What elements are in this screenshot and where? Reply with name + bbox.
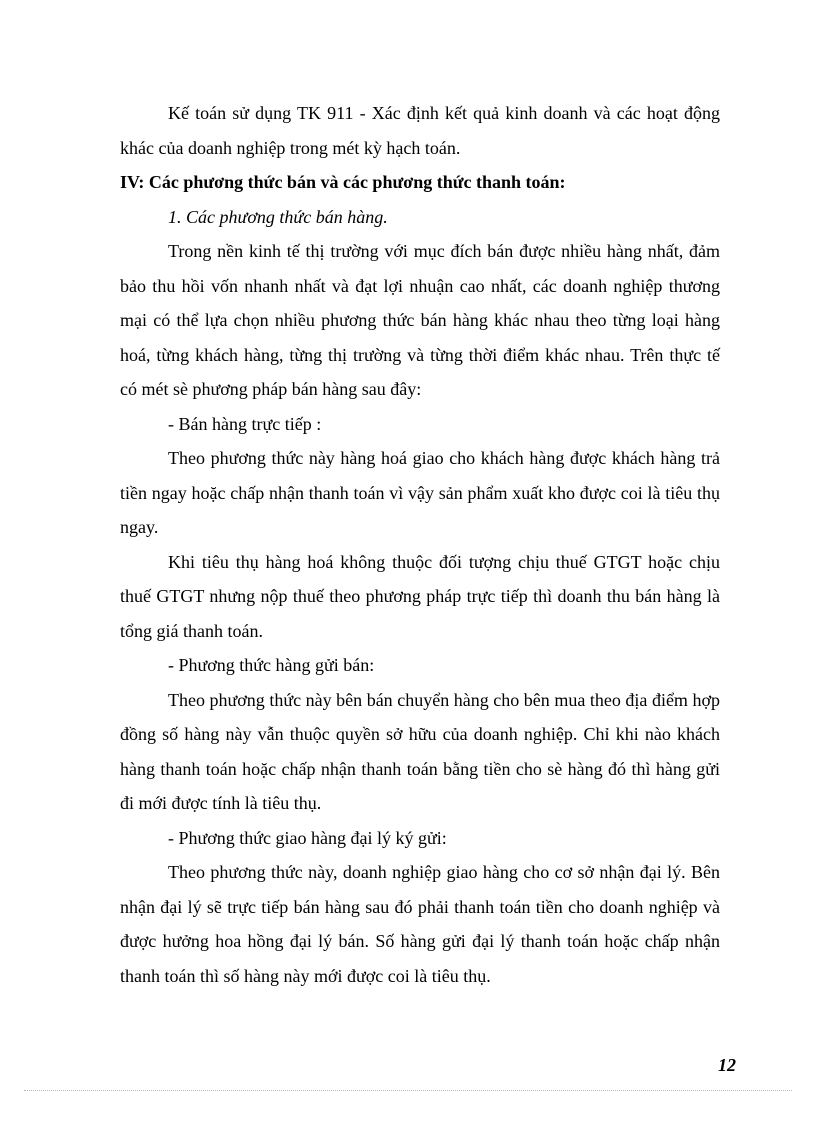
- footer-divider: [24, 1090, 792, 1091]
- subsection-heading-sales-methods: 1. Các phương thức bán hàng.: [168, 206, 388, 227]
- paragraph-market-economy: Trong nền kinh tế thị trường với mục đích bán được nhiều hàng nhất, đảm bảo thu hồi vốn nhanh nhất và đạt lợi nhuận cao nhất, các doanh nghiệp thương mại có thể lựa chọn nhiều phương thức bán hàng khác nhau theo từng loại hàng hoá, từng khách hàng, từng thị trường và từng thời điểm khác nhau. Trên thực tế có mét sè phương pháp bán hàng sau đây:: [120, 241, 720, 399]
- paragraph-agency: Theo phương thức này, doanh nghiệp giao hàng cho cơ sở nhận đại lý. Bên nhận đại lý sẽ trực tiếp bán hàng sau đó phải thanh toán tiền cho doanh nghiệp và được hưởng hoa hồng đại lý bán. Số hàng gửi đại lý thanh toán hoặc chấp nhận thanh toán thì số hàng này mới được coi là tiêu thụ.: [120, 862, 720, 986]
- list-item-agency: - Phương thức giao hàng đại lý ký gửi:: [168, 827, 447, 848]
- document-body: [120, 96, 720, 993]
- paragraph-vat: Khi tiêu thụ hàng hoá không thuộc đối tượng chịu thuế GTGT hoặc chịu thuế GTGT nhưng nộp thuế theo phương pháp trực tiếp thì doanh thu bán hàng là tổng giá thanh toán.: [120, 551, 720, 641]
- paragraph-account-911: Kế toán sử dụng TK 911 - Xác định kết quả kinh doanh và các hoạt động khác của doanh nghiệp trong mét kỳ hạch toán.: [120, 103, 720, 158]
- paragraph-consignment: Theo phương thức này bên bán chuyển hàng cho bên mua theo địa điểm hợp đồng số hàng này vẫn thuộc quyền sở hữu của doanh nghiệp. Chỉ khi nào khách hàng thanh toán hoặc chấp nhận thanh toán bằng tiền cho sè hàng đó thì hàng gửi đi mới được tính là tiêu thụ.: [120, 689, 720, 813]
- paragraph-direct-sales: Theo phương thức này hàng hoá giao cho khách hàng được khách hàng trả tiền ngay hoặc chấp nhận thanh toán vì vậy sản phẩm xuất kho được coi là tiêu thụ ngay.: [120, 448, 720, 537]
- list-item-direct-sales: - Bán hàng trực tiếp :: [168, 413, 322, 434]
- list-item-consignment: - Phương thức hàng gửi bán:: [168, 655, 375, 675]
- section-heading-iv: IV: Các phương thức bán và các phương thức thanh toán:: [120, 172, 566, 192]
- page-number: 12: [718, 1055, 736, 1075]
